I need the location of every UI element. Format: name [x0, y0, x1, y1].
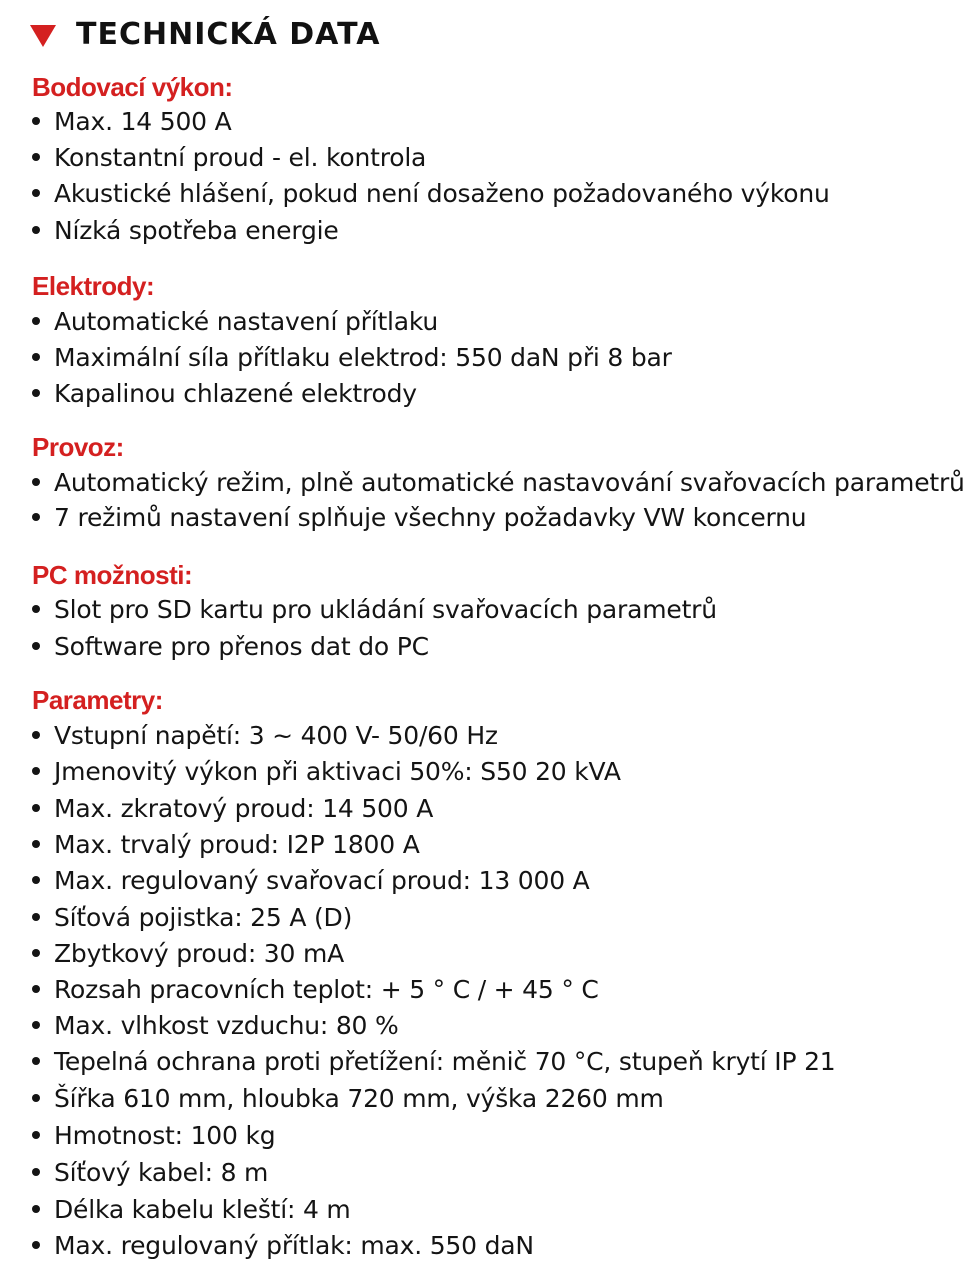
- bullet-icon: [32, 876, 40, 884]
- list-item: 7 režimů nastavení splňuje všechny požadavky VW koncernu: [32, 500, 806, 536]
- list-item: Rozsah pracovních teplot: + 5 ° C / + 45 ° C: [32, 972, 599, 1008]
- list-item: Maximální síla přítlaku elektrod: 550 daN při 8 bar: [32, 340, 672, 376]
- list-item: Délka kabelu kleští: 4 m: [32, 1192, 351, 1228]
- bullet-icon: [32, 478, 40, 486]
- list-item: Síťový kabel: 8 m: [32, 1155, 268, 1191]
- section-title-elektrody: Elektrody:: [32, 271, 155, 301]
- list-item: Max. regulovaný svařovací proud: 13 000 A: [32, 863, 590, 899]
- list-item: Šířka 610 mm, hloubka 720 mm, výška 2260 mm: [32, 1081, 664, 1117]
- section-title-pc-moznosti: PC možnosti:: [32, 560, 193, 590]
- bullet-icon: [32, 353, 40, 361]
- bullet-icon: [32, 985, 40, 993]
- bullet-icon: [32, 949, 40, 957]
- bullet-icon: [32, 189, 40, 197]
- bullet-icon: [32, 642, 40, 650]
- bullet-icon: [32, 317, 40, 325]
- list-item: Max. regulovaný přítlak: max. 550 daN: [32, 1228, 534, 1264]
- list-item: Automatické nastavení přítlaku: [32, 304, 438, 340]
- list-item: Max. vlhkost vzduchu: 80 %: [32, 1008, 399, 1044]
- list-item: Akustické hlášení, pokud není dosaženo požadovaného výkonu: [32, 176, 830, 212]
- bullet-icon: [32, 1205, 40, 1213]
- bullet-icon: [32, 1021, 40, 1029]
- bullet-icon: [32, 1094, 40, 1102]
- list-item: Nízká spotřeba energie: [32, 213, 339, 249]
- red-triangle-icon: [30, 25, 56, 47]
- list-item: Slot pro SD kartu pro ukládání svařovacích parametrů: [32, 592, 717, 628]
- bullet-icon: [32, 913, 40, 921]
- list-item: Software pro přenos dat do PC: [32, 629, 429, 665]
- bullet-icon: [32, 226, 40, 234]
- list-item: Automatický režim, plně automatické nastavování svařovacích parametrů: [32, 465, 965, 501]
- list-item: Konstantní proud - el. kontrola: [32, 140, 426, 176]
- list-item: Síťová pojistka: 25 A (D): [32, 900, 352, 936]
- list-item: Tepelná ochrana proti přetížení: měnič 70 °C, stupeň krytí IP 21: [32, 1044, 835, 1080]
- list-item: Max. trvalý proud: I2P 1800 A: [32, 827, 420, 863]
- bullet-icon: [32, 1131, 40, 1139]
- bullet-icon: [32, 1241, 40, 1249]
- list-item: Jmenovitý výkon při aktivaci 50%: S50 20 kVA: [32, 754, 621, 790]
- bullet-icon: [32, 804, 40, 812]
- section-title-parametry: Parametry:: [32, 685, 163, 715]
- list-item: Vstupní napětí: 3 ~ 400 V- 50/60 Hz: [32, 718, 498, 754]
- bullet-icon: [32, 1057, 40, 1065]
- section-title-bodovaci-vykon: Bodovací výkon:: [32, 72, 233, 102]
- list-item: Kapalinou chlazené elektrody: [32, 376, 417, 412]
- bullet-icon: [32, 605, 40, 613]
- list-item: Zbytkový proud: 30 mA: [32, 936, 344, 972]
- bullet-icon: [32, 513, 40, 521]
- list-item: Hmotnost: 100 kg: [32, 1118, 275, 1154]
- bullet-icon: [32, 153, 40, 161]
- bullet-icon: [32, 389, 40, 397]
- list-item: Max. zkratový proud: 14 500 A: [32, 791, 433, 827]
- bullet-icon: [32, 117, 40, 125]
- list-item: Max. 14 500 A: [32, 104, 232, 140]
- bullet-icon: [32, 767, 40, 775]
- bullet-icon: [32, 840, 40, 848]
- bullet-icon: [32, 731, 40, 739]
- page-title: TECHNICKÁ DATA: [76, 16, 381, 52]
- bullet-icon: [32, 1168, 40, 1176]
- page-header: [30, 12, 380, 56]
- section-title-provoz: Provoz:: [32, 432, 124, 462]
